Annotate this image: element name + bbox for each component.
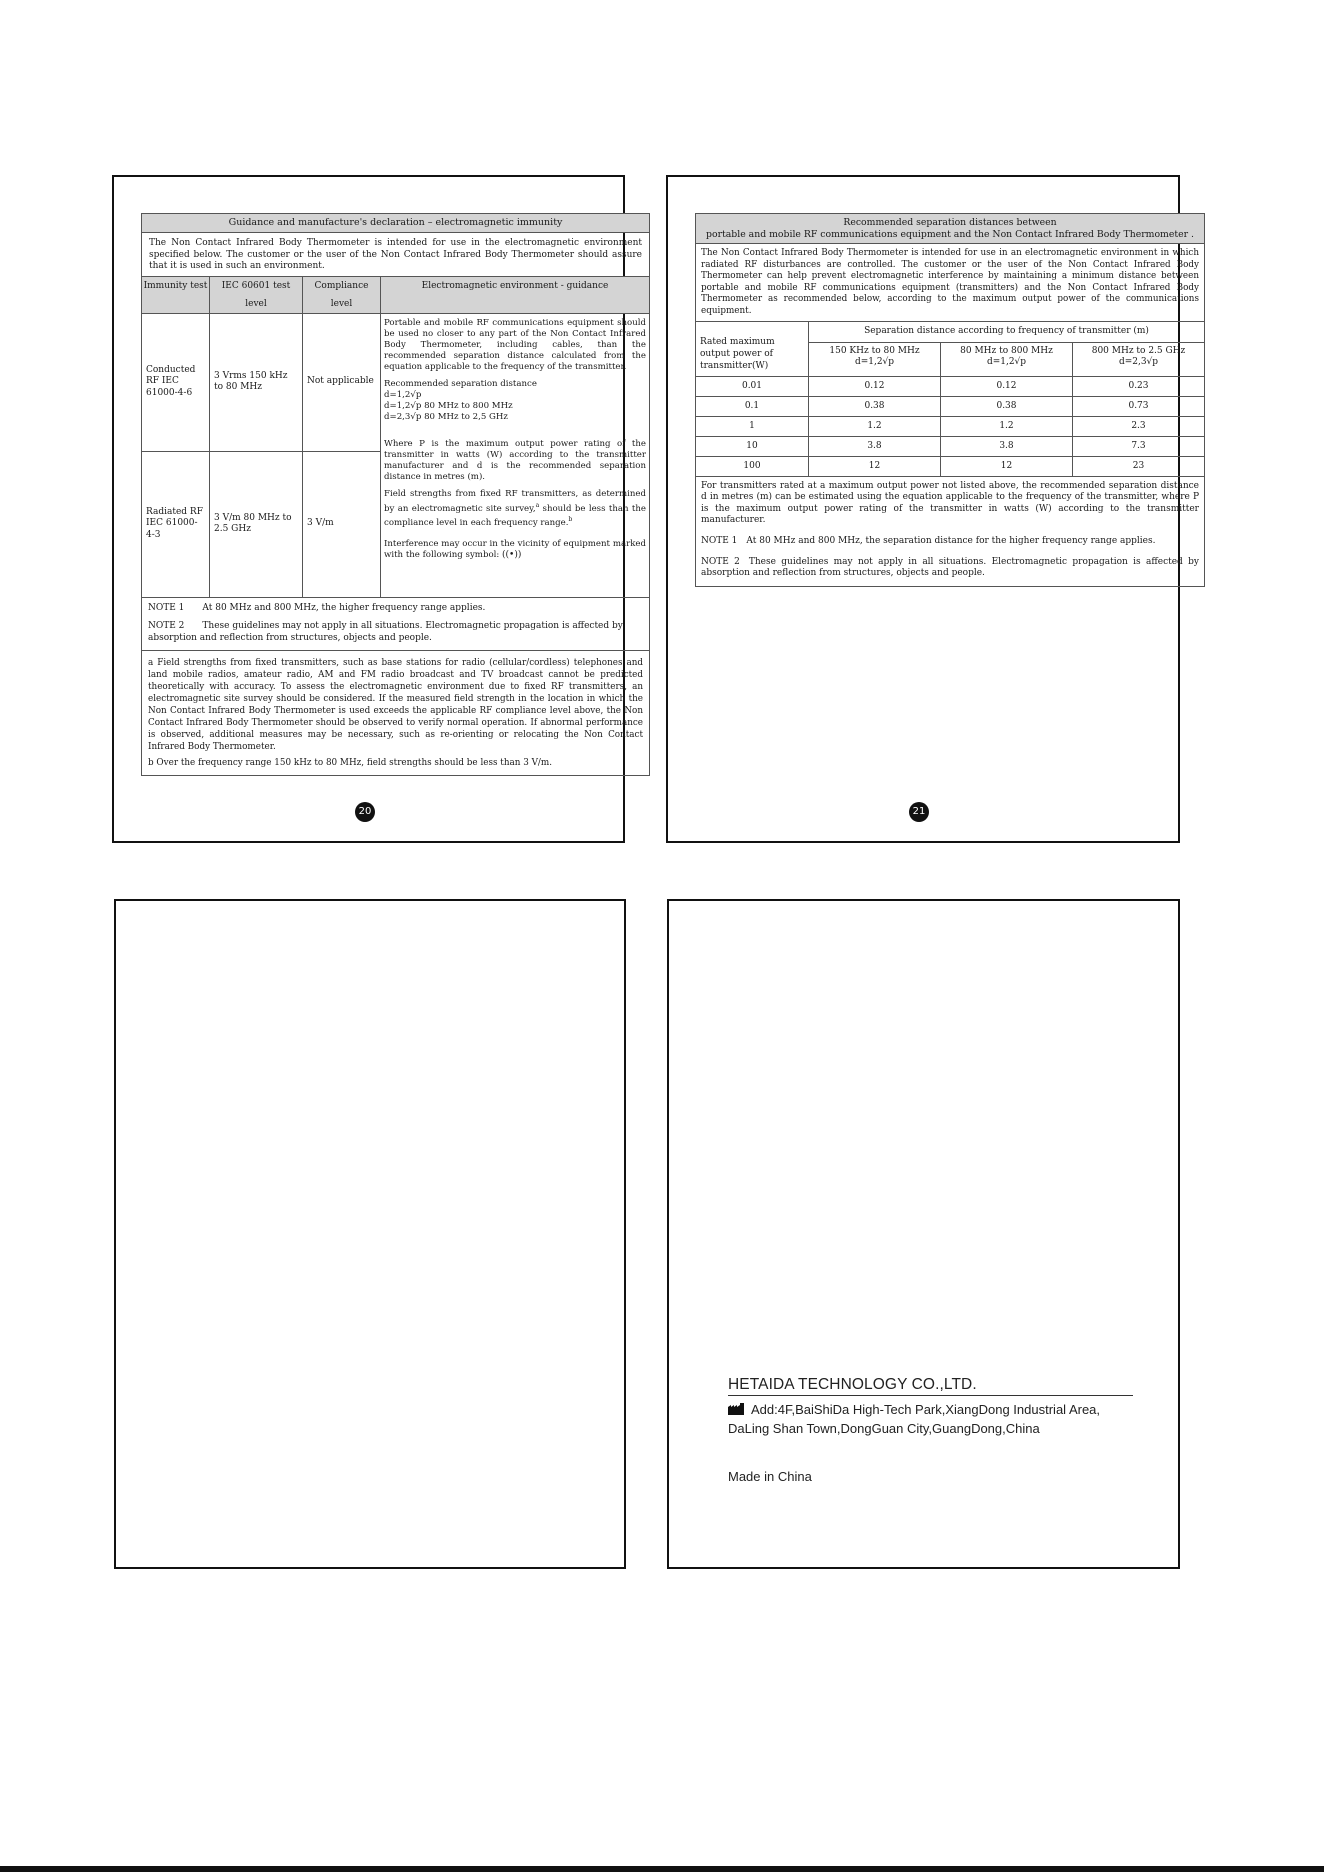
note-intro: For transmitters rated at a maximum output power not listed above, the recommended separation distance d in metres (m) can be estimated using the equation applicable to the frequency of the transmitter, where P is the maximum output power rating of the transmitter in watts (W) according to the transmitter manufacturer.	[701, 480, 1199, 526]
manual-page-21	[666, 175, 1199, 843]
distance-cell: 23	[1073, 456, 1205, 476]
table-row	[696, 396, 1205, 416]
freq-range: 800 MHz to 2.5 GHz	[1091, 346, 1186, 357]
note-2: NOTE 2 These guidelines may not apply in all situations. Electromagnetic propagation is affected by absorption and reflection from structures, objects and people.	[148, 620, 623, 643]
separation-notes	[696, 476, 1205, 586]
freq-col-header	[1073, 343, 1205, 376]
note-1: NOTE 1 At 80 MHz and 800 MHz, the higher frequency range applies.	[148, 602, 486, 613]
distance-cell: 0.23	[1073, 376, 1205, 396]
freq-col-header	[809, 343, 941, 376]
immunity-test-cell: Radiated RF IEC 61000-4-3	[142, 451, 210, 597]
company-address	[728, 1401, 1148, 1438]
separation-distance-header: Separation distance according to frequency of transmitter (m)	[809, 321, 1205, 343]
page-number: 21	[909, 802, 929, 822]
distance-cell: 1.2	[809, 416, 941, 436]
guidance-p4-tail: should be less than the compliance level in each frequency range.	[384, 503, 646, 529]
title-line-1: Recommended separation distances between	[843, 217, 1057, 228]
manual-page-blank	[114, 899, 626, 1569]
note-1: NOTE 1 At 80 MHz and 800 MHz, the separation distance for the higher frequency range applies.	[701, 535, 1156, 546]
address-line-2: DaLing Shan Town,DongGuan City,GuangDong,China	[728, 1421, 1040, 1436]
guidance-p5	[384, 539, 646, 561]
manufacturer-factory-icon	[728, 1402, 745, 1420]
distance-cell: 0.38	[941, 396, 1073, 416]
freq-range: 80 MHz to 800 MHz	[960, 346, 1053, 357]
freq-col-header	[941, 343, 1073, 376]
formula-2: d=1,2√p 80 MHz to 800 MHz	[384, 400, 513, 411]
distance-cell: 3.8	[941, 436, 1073, 456]
footnote-b: b Over the frequency range 150 kHz to 80 MHz, field strengths should be less than 3 V/m.	[148, 757, 553, 768]
table-row	[696, 436, 1205, 456]
manual-page-20	[112, 175, 646, 843]
guidance-p4	[384, 489, 646, 530]
guidance-p3: Where P is the maximum output power rating of the transmitter in watts (W) according to the transmitter manufacturer and d is the recommended separation distance in metres (m).	[384, 438, 646, 482]
page-number: 20	[355, 802, 375, 822]
title-line-2: portable and mobile RF communications equipment and the Non Contact Infrared Body Thermometer .	[706, 229, 1194, 240]
freq-formula: d=1,2√p	[854, 357, 895, 368]
distance-cell: 3.8	[809, 436, 941, 456]
freq-formula: d=1,2√p	[986, 357, 1027, 368]
separation-table-title	[696, 214, 1205, 244]
freq-range: 150 KHz to 80 MHz	[829, 346, 920, 357]
distance-cell: 1.2	[941, 416, 1073, 436]
notes-cell	[142, 597, 650, 650]
power-cell: 0.1	[696, 396, 809, 416]
power-cell: 10	[696, 436, 809, 456]
guidance-cell	[381, 313, 650, 597]
immunity-table-title: Guidance and manufacture's declaration – electromagnetic immunity	[142, 214, 650, 233]
manual-back-cover	[667, 899, 1180, 1569]
power-cell: 0.01	[696, 376, 809, 396]
table-row	[696, 376, 1205, 396]
freq-formula: d=2,3√p	[1118, 357, 1159, 368]
footnotes-cell	[142, 650, 650, 775]
distance-cell: 0.73	[1073, 396, 1205, 416]
compliance-cell: Not applicable	[303, 313, 381, 451]
col-guidance: Electromagnetic environment - guidance	[381, 276, 650, 313]
address-line-1-text: Add:4F,BaiShiDa High-Tech Park,XiangDong Industrial Area,	[751, 1402, 1101, 1417]
company-name: HETAIDA TECHNOLOGY CO.,LTD.	[728, 1376, 1133, 1396]
col-test-level: IEC 60601 test level	[210, 276, 303, 313]
test-level-cell: 3 V/m 80 MHz to 2.5 GHz	[210, 451, 303, 597]
distance-cell: 0.12	[809, 376, 941, 396]
guidance-p5-text: Interference may occur in the vicinity of equipment marked with the following symbol:	[384, 539, 646, 561]
distance-cell: 12	[809, 456, 941, 476]
footnote-a: a Field strengths from fixed transmitters, such as base stations for radio (cellular/cordless) telephones and land mobile radios, amateur radio, AM and FM radio broadcast and TV broadcast cannot be predicted theoretically with accuracy. To assess the electromagnetic environment due to fixed RF transmitters, an electromagnetic site survey should be considered. If the measured field strength in the location in which the Non Contact Infrared Body Thermometer is used exceeds the applicable RF compliance level above, the Non Contact Infrared Body Thermometer should be observed to verify normal operation. If abnormal performance is observed, additional measures may be necessary, such as re-orienting or relocating the Non Contact Infrared Body Thermometer.	[148, 657, 643, 752]
made-in-label: Made in China	[728, 1469, 812, 1484]
test-level-cell: 3 Vrms 150 kHz to 80 MHz	[210, 313, 303, 451]
distance-cell: 12	[941, 456, 1073, 476]
separation-intro: The Non Contact Infrared Body Thermometer is intended for use in an electromagnetic environment in which radiated RF disturbances are controlled. The customer or the user of the Non Contact Infrared Body Thermometer can help prevent electromagnetic interference by maintaining a minimum distance between portable and mobile RF communications equipment (transmitters) and the Non Contact Infrared Body Thermometer as recommended below, according to the maximum output power of the communications equipment.	[696, 244, 1205, 322]
col-compliance-level: Compliance level	[303, 276, 381, 313]
footnote-a-ref: a	[535, 501, 540, 509]
note-2: NOTE 2 These guidelines may not apply in all situations. Electromagnetic propagation is affected by absorption and reflection from structures, objects and people.	[701, 556, 1199, 579]
distance-cell: 7.3	[1073, 436, 1205, 456]
guidance-p1: Portable and mobile RF communications equipment should be used no closer to any part of the Non Contact Infrared Body Thermometer, including cables, than the recommended separation distance calculated from the equation applicable to the frequency of the transmitter.	[384, 317, 646, 372]
distance-cell: 0.12	[941, 376, 1073, 396]
non-ionizing-radiation-icon: ((•))	[502, 550, 522, 561]
address-line-1	[728, 1401, 1148, 1420]
formula-3: d=2,3√p 80 MHz to 2,5 GHz	[384, 411, 508, 422]
rated-power-header: Rated maximum output power of transmitter(W)	[696, 321, 809, 376]
guidance-distance-heading: Recommended separation distance	[384, 378, 537, 389]
distance-cell: 0.38	[809, 396, 941, 416]
immunity-test-cell: Conducted RF IEC 61000-4-6	[142, 313, 210, 451]
col-immunity-test: Immunity test	[142, 276, 210, 313]
distance-cell: 2.3	[1073, 416, 1205, 436]
compliance-cell: 3 V/m	[303, 451, 381, 597]
scan-bottom-edge	[0, 1866, 1324, 1872]
power-cell: 1	[696, 416, 809, 436]
immunity-intro: The Non Contact Infrared Body Thermometer is intended for use in the electromagnetic environment specified below. The customer or the user of the Non Contact Infrared Body Thermometer should assure that it is used in such an environment.	[142, 233, 650, 277]
table-row	[696, 416, 1205, 436]
table-row	[696, 456, 1205, 476]
guidance-p4-text: Field strengths from fixed RF transmitters, as determined by an electromagnetic site survey,	[384, 488, 646, 514]
footnote-b-ref: b	[568, 516, 573, 524]
power-cell: 100	[696, 456, 809, 476]
separation-table	[695, 213, 1205, 587]
formula-1: d=1,2√p	[384, 389, 422, 400]
immunity-table	[141, 213, 650, 776]
